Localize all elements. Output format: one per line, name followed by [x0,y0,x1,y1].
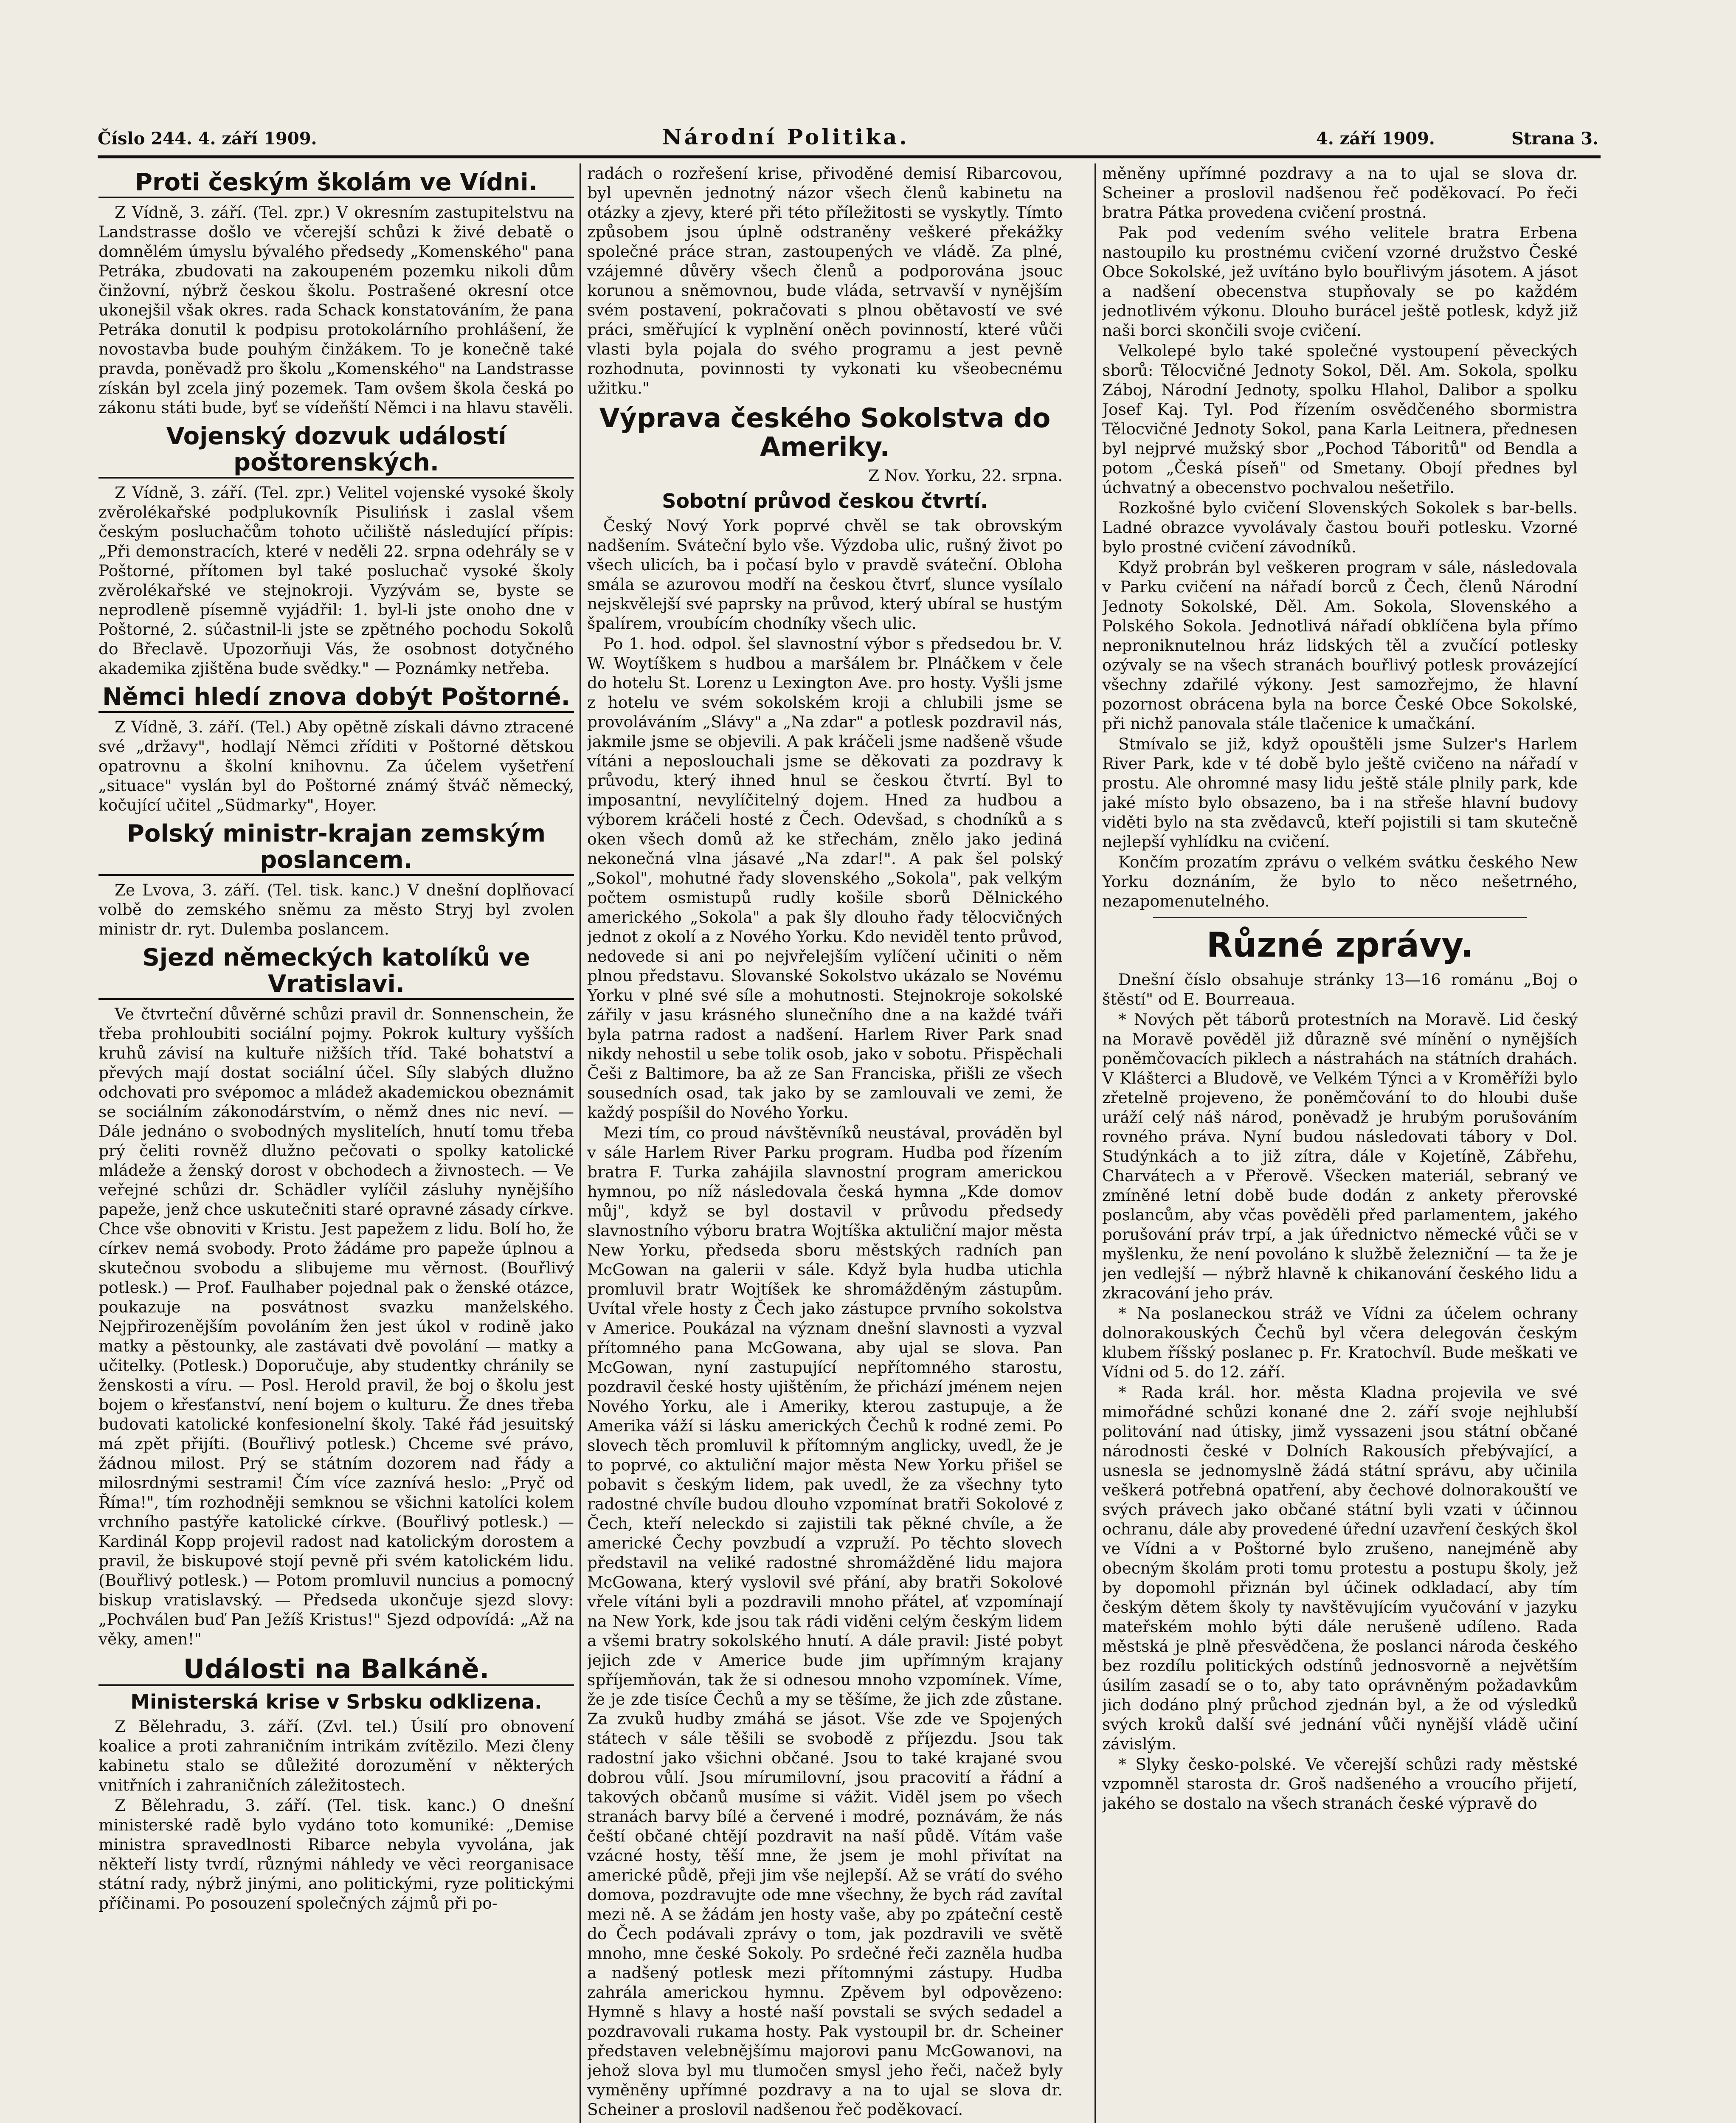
article-paragraph: Mezi tím, co proud návštěvníků neustával, prováděn byl v sále Harlem River Parku program. Hudba pod řízením bratra F. Turka zahájila slavnostní program americkou hymnou, po níž následovala česká hymna „Kde domov můj", když se byl dostavil v průvodu předsedy slavnostního výboru bratra Wojtíška aktuliční major města New Yorku, předseda sboru městských radních pan McGowan na galerii v sále. Když byla hudba utichla promluvil bratr Wojtíšek ke shromážděným zástupům. Uvítal vřele hosty z Čech jako zástupce prvního sokolstva v Americe. Poukázal na význam dnešní slavnosti a vyzval přítomného pana McGowana, aby ujal se slova. Pan McGowan, nyní zastupující nepřítomného starostu, pozdravil české hosty ujištěním, že přichází jménem nejen Nového Yorku, ale i Ameriky, kterou zastupuje, a že Amerika váží si lásku amerických Čechů k rodné zemi. Po slovech těch promluvil k přítomným anglicky, uvedl, že je to poprvé, co aktuliční major města New Yorku přišel se pobavit s českým lidem, pak uvedl, že za všechny tyto radostné chvíle budou dlouho vzpomínat bratři Sokolové z Čech, kteří neleckdo si zajistili tak pěkné chvíle, a že americké Čechy povzbudí a vzpruží. Po těchto slovech představil na veliké radostné shromážděné lidu majora McGowana, který vyslovil své přání, aby bratři Sokolové vřele vítáni byli a pozdravili mnoho přátel, ať vzpomínají na New York, kde jsou tak rádi viděni celým českým lidem a všemi bratry sokolského hnutí. A dále pravil: Jisté pobyt jejich zde v Americe bude jim upřímným krajany spříjemňován, tak že si odnesou mnoho vzpomínek. Víme, že je zde tisíce Čechů a my se těšíme, že jich zde zůstane. Za zvuků hudby zmáhá se jásot. Vše zde ve Spojených státech v sále těšili se svobodě z příjezdu. Jsou tak radostní jako všichni občané. Jsou to také krajané svou dobrou vůlí. Jsou mírumilovní, jsou pracovití a řádní a takových občanů musíme si vážit. Viděl jsem po všech stranách barvy bílé a červené i modré, poznávám, že nás čeští občané chtějí pozdravit na naší půdě. Vítám vaše vzácné hosty, těší mne, že jsem je mohl přivítat na americké půdě, přeji jim vše nejlepší. Až se vrátí do svého domova, pozdravujte ode mne všechny, že bych rád zavítal mezi ně. A se žádám jen hosty vaše, aby po zpáteční cestě do Čech podávali zprávy o tom, jak pozdravili ve světě mnoho, mne české Sokoly. Po srdečné řeči zazněla hudba a nadšený potlesk mezi přítomnými zástupy. Hudba zahrála americkou hymnu. Zpěvem byl odpovězeno: Hymně s hlavy a hosté naší povstali se svých sedadel a pozdravovali rukama hosty. Pak vystoupil br. dr. Scheiner představen velebnějšímu majorovi panu McGowanovi, na jehož slova byl mu tlumočen smysl jeho řeči, načež byly vyměněny upřímné pozdravy a na to ujal se slova dr. Scheiner a proslovil nadšenou řeč poděkovací. [587,1123,1063,2119]
header-date: 4. září 1909. [1316,129,1435,149]
section-title: Události na Balkáně. [98,1655,574,1686]
article-paragraph: Z Vídně, 3. září. (Tel. zpr.) Velitel vojenské vysoké školy zvěrolékařské podplukovník Pisulińsk i zaslal všem českým posluchačům tohoto učiliště následující přípis: „Při demonstracích, které v neděli 22. srpna odehrály se v Poštorné, přítomen byl také posluchač vysoké školy zvěrolékařské ve stejnokroji. Vyzývám se, byste se neprodleně písemně vyjádřil: 1. byl-li jste onoho dne v Poštorné, 2. súčastnil-li jste se zpětného pochodu Sokolů do Břeclavě. Upozorňuji Vás, že osobnost dotyčného akademika zjištěna bude svědky." — Poznámky netřeba. [98,483,574,678]
news-item: * Slyky česko-polské. Ve včerejší schůzi rady městské vzpomněl starosta dr. Groš nadšeného a vroucího přijetí, jakého se dostalo na všech stranách české výpravě do [1102,1755,1578,1813]
article-paragraph: Rozkošné bylo cvičení Slovenských Sokolek s bar-bells. Ladné obrazce vyvolávaly častou bouři potlesku. Vzorné bylo prostné cvičení závodníků. [1102,498,1578,556]
article-paragraph: radách o rozřešení krise, přivoděné demisí Ribarcovou, byl upevněn jednotný názor všech členů kabinetu na otázky a zjevy, které při této příležitosti se vyskytly. Tímto způsobem jsou úplně odstraněny veškeré překážky společné práce stran, zastoupených ve vládě. Za plné, vzájemné důvěry všech členů a podporována jsouc korunou a sněmovnou, bude vláda, setrvavší v nynějším svém postavení, pokračovati s plnou obětavostí ve své práci, směřující k vyplnění oněch povinností, které vůči vlasti byla pojala do svého programu a jest pevně rozhodnuta, povinnosti ty vykonati ku všeobecnému užitku." [587,164,1063,397]
article-paragraph: Pak pod vedením svého velitele bratra Erbena nastoupilo ku prostnému cvičení vzorné družstvo České Obce Sokolské, jež uvítáno bylo bouřlivým jásotem. A jásot a nadšení obecenstva stupňovaly se po každém jednotlivém výkonu. Dlouho burácel ještě potlesk, když již naši borci skončili svoje cvičení. [1102,223,1578,340]
article-title: Proti českým školám ve Vídni. [98,169,574,198]
article-paragraph: Z Vídně, 3. září. (Tel.) Aby opětně získali dávno ztracené své „državy", hodlají Němci zříditi v Poštorné dětskou opatrovnu a školní knihovnu. Za účelem vyšetření „situace" vyslán byl do Poštorné známý štváč německý, kočující učitel „Südmarky", Hoyer. [98,718,574,814]
news-item: * Na poslaneckou stráž ve Vídni za účelem ochrany dolnorakouských Čechů byl včera delegován českým klubem říšský poslanec p. Fr. Kratochvíl. Bude meškati ve Vídni od 5. do 12. září. [1102,1304,1578,1381]
issue-number: Číslo 244. 4. září 1909. [98,129,317,149]
article-paragraph: Z Bělehradu, 3. září. (Tel. tisk. kanc.) O dnešní ministerské radě bylo vydáno toto komuniké: „Demise ministra spravedlnosti Ribarce nebyla vyvolána, jak někteří listy tvrdí, různými náhledy ve věci reorganisace státní rady, nýbrž jinými, ano politickými, ryze politickými příčinami. Po posouzení společných zájmů při po- [98,1796,574,1912]
article-subtitle: Ministerská krise v Srbsku odklizena. [130,1690,542,1713]
news-item: * Rada král. hor. města Kladna projevila ve své mimořádné schůzi konané dne 2. září svoje nejhlubší politování nad útisky, jimž vyssazeni jsou státní občané národnosti české v Dolních Rakousích přebývající, a usnesla se jednomyslně žádá státní správu, aby učinila veškerá potřebná opatření, aby čechové dolnorakouští ve svých právech jako občané státní byli vzati v účinnou ochranu, dále aby provedené úřední uzavření českých škol ve Vídni a v Poštorné bylo zrušeno, nanejméně aby obecným školám proti tomu protestu a postupu školy, jež by dopomohl přiznán byl účinek odkladací, aby tím českým dětem školy ty navštěvujícím vyučování v jazyku mateřském mohlo býti dále nerušeně udíleno. Rada městská je plně přesvědčena, že poslanci národa českého bez rozdílu politických odstínů jednosvorně a největším úsilím zasadí se o to, aby tato oprávněným požadavkům jich dodáno plný průchod zjednán byl, a že od výsledků svých kroků další své jednání vůči nynější vládě učiní závislým. [1102,1383,1578,1753]
article-paragraph: Stmívalo se již, když opouštěli jsme Sulzer's Harlem River Park, kde v té době bylo ještě cvičeno na nářadí v prostu. Ale ohromné masy lidu ještě stále plnily park, kde jaké místo bylo obsazeno, ba i na střeše hlavní budovy viděti bylo na sta zvědavců, kteří pojistili si tam skutečně nejlepší vyhlídku na cvičení. [1102,735,1578,851]
masthead: Národní Politika. [662,124,909,149]
page-header [98,126,1601,158]
column-3 [1102,163,1578,2123]
article-title: Výprava českého Sokolstva do Ameriky. [599,403,1051,462]
article-paragraph: Z Bělehradu, 3. září. (Zvl. tel.) Úsilí pro obnovení koalice a proti zahraničním intrikám zvítězilo. Mezi členy kabinetu stalo se důležité dorozumění v některých vnitřních i zahraničních záležitostech. [98,1717,574,1794]
section-divider [1153,917,1527,918]
article-title: Němci hledí znova dobýt Poštorné. [98,684,574,713]
article-paragraph: Po 1. hod. odpol. šel slavnostní výbor s předsedou br. V. W. Woytíškem s hudbou a maršálem br. Plnáčkem v čele do hotelu St. Lorenz u Lexington Ave. pro hosty. Vyšli jsme z hotelu ve svém sokolském kroji a chlubili jsme se provoláváním „Slávy" a „Na zdar" a potlesk pozdravil nás, jakmile jsme se objevili. A pak kráčeli jsme nadšeně všude vítáni a neposlouchali jsme se děkovati za pozdravy k průvodu, který ihned hnul se českou čtvrtí. Byl to imposantní, nevylíčitelný dojem. Hned za hudbou a výborem kráčeli hosté z Čech. Odevšad, s chodníků a s oken všech domů až ke střechám, znělo jako jediná nekonečná vlna jásavé „Na zdar!". A pak šel polský „Sokol", mohutné řady slovenského „Sokola", pak velkým počtem osmistupů rudly košile sborů Dělnického amerického „Sokola" a pak šly dlouho řady tělocvičných jednot z okolí a z Nového Yorku. Kdo neviděl tento průvod, nedovede si ani po nejvřelejším vylíčení učiniti o něm plnou představu. Slovanské Sokolstvo ukázalo se Novému Yorku v plné své síle a mohutnosti. Stejnokroje sokolské zářily v jasu krásného slunečního dne a na každé tváři byla patrna radost a nadšení. Harlem River Park snad nikdy nehostil u sebe tolik osob, jako v sobotu. Přispěchali Češi z Baltimore, ba až ze San Franciska, přišli ze všech sousedních osad, tak jako by se zamlouvali ve zemi, že každý pospíšil do Nového Yorku. [587,634,1063,1122]
column-1 [98,163,574,2123]
column-divider [1094,163,1096,2123]
news-item: * Nových pět táborů protestních na Moravě. Lid český na Moravě pověděl již důrazně své mínění o nynějších poněmčovacích piklech a nástrahách na státních drahách. V Klášterci a Bludově, ve Velkém Týnci a v Kroměříži bylo zřetelně projeveno, že poněmčování to do hloubi duše uráží celý náš národ, poněvadž je hrubým porušováním rovného práva. Nyní budou následovati tábory v Dol. Studýnkách a to již zítra, dále v Kojetíně, Zábřehu, Charvátech a v Přerově. Všecken materiál, sebraný ve zmíněné letní době bude dodán z ankety přerovské poslancům, aby včas pověděli před parlamentem, jakého porušování práv trpí, a jak úřednictvo německé vůči se v myšlenku, že není povoláno k službě železniční — ta že je jen vedlejší — nýbrž hlavně k chikanování českého lidu a zkracování jeho práv. [1102,1010,1578,1302]
article-paragraph: Když probrán byl veškeren program v sále, následovala v Parku cvičení na nářadí borců z Čech, členů Národní Jednoty Sokolské, Děl. Am. Sokola, Slovenského a Polského Sokola. Jednotlivá nářadí obklíčena byla přímo neproniknutelnou hráz lidských těl a zvučící potlesky ozývaly se na všech stranách bouřlivý potlesk provázející všechny zdařilé výkony. Jest samozřejmo, že hlavní pozornost obrácena byla na borce České Obce Sokolské, při nichž panovala stále tlačenice k umačkání. [1102,558,1578,733]
article-paragraph: Dnešní číslo obsahuje stránky 13—16 románu „Boj o štěstí" od E. Bourreaua. [1102,970,1578,1008]
article-title: Polský ministr-krajan zemským poslancem. [98,821,574,876]
article-title: Vojenský dozvuk událostí poštorenských. [98,423,574,479]
article-paragraph: měněny upřímné pozdravy a na to ujal se slova dr. Scheiner a proslovil nadšenou řeč poděkovací. Po řeči bratra Pátka provedena cvičení prostná. [1102,164,1578,222]
section-title: Různé zprávy. [1206,925,1474,965]
article-title: Sjezd německých katolíků ve Vratislavi. [98,945,574,1000]
article-paragraph: Ze Lvova, 3. září. (Tel. tisk. kanc.) V dnešní doplňovací volbě do zemského sněmu za město Stryj byl zvolen ministr dr. ryt. Dulemba poslancem. [98,881,574,938]
article-paragraph: Ve čtvrteční důvěrné schůzi pravil dr. Sonnenschein, že třeba prohloubiti sociální pojmy. Pokrok kultury vyšších kruhů závisí na kultuře nižších tříd. Také bohatství a převých mají dostat sociální účel. Síly slabých dlužno odchovati pro svépomoc a mládež akademickou obeznámit se sociálním zákonodárstvím, o němž dnes nic neví. — Dále jednáno o svobodných myslitelích, hnutí tomu třeba prý čeliti rovněž dlužno pečovati o spolky katolické mládeže a ženský dorost v obchodech a živnostech. — Ve veřejné schůzi dr. Schädler vylíčil zásluhy nynějšího papeže, jenž chce uskutečniti staré opravné zásady církve. Chce vše obnoviti v Kristu. Jest papežem z lidu. Bolí ho, že církev nemá svobody. Proto žádáme pro papeže úplnou a skutečnou svobodu a slibujeme mu věrnost. (Bouřlivý potlesk.) — Prof. Faulhaber pojednal pak o ženské otázce, poukazuje na posvátnost svazku manželského. Nejpřirozenějším povoláním žen jest úkol v rodině jako matky a pěstounky, ale zastávati dvě povolání — matky a učitelky. (Potlesk.) Doporučuje, aby studentky chránily se ženskosti a víru. — Posl. Herold pravil, že boj o školu jest bojem o křesťanství, není bojem o kulturu. Že dnes třeba budovati katolické konfesionelní školy. Také řád jesuitský má zpět přijíti. (Bouřlivý potlesk.) Chceme své právo, žádnou milost. Prý se státním dozorem nad řády a milosrdnými sestrami! Čím více zaznívá heslo: „Pryč od Říma!", tím rozhodněji semknou se všichni katolíci kolem vrchního pastýře katolické církve. (Bouřlivý potlesk.) — Kardinál Kopp projevil radost nad katolickým dorostem a pravil, že biskupové stojí pevně při svém katolickém lidu. (Bouřlivý potlesk.) — Potom promluvil nuncius a pomocný biskup vratislavský. — Předseda ukončuje sjezd slovy: „Pochválen buď Pan Ježíš Kristus!" Sjezd odpovídá: „Až na věky, amen!" [98,1005,574,1648]
article-paragraph: Velkolepé bylo také společné vystoupení pěveckých sborů: Tělocvičné Jednoty Sokol, Děl. Am. Sokola, spolku Záboj, Národní Jednoty, spolku Hlahol, Dalibor a spolku Josef Kaj. Tyl. Pod řízením osvědčeného sbormistra Tělocvičné Jednoty Sokol, pana Karla Leitnera, přednesen byl nejprvé mužský sbor „Pochod Táboritů" od Bendla a potom „Česká píseň" od Smetany. Obojí přednes byl úchvatný a obecenstvo pochvalou nešetřilo. [1102,341,1578,497]
article-dateline: Z Nov. Yorku, 22. srpna. [868,466,1063,485]
article-paragraph: Z Vídně, 3. září. (Tel. zpr.) V okresním zastupitelstvu na Landstrasse došlo ve včerejší schůzi k živé debatě o domnělém úmyslu bývalého předsedy „Komenského" pana Petráka, zbudovati na zakoupeném pozemku nikoli dům činžovní, nýbrž českou školu. Postrašené okresní otce ukonejšil však okres. rada Schack konstatováním, že pana Petráka donutil k podpisu protokolárního prohlášení, že novostavba bude pouhým činžákem. To je konečně také pravda, poněvadž pro školu „Komenského" na Landstrasse získán byl zcela jiný pozemek. Tam ovšem škola česká po zákonu státi bude, byť se vídeňští Němci i na hlavu stavěli. [98,203,574,417]
article-paragraph: Český Nový York poprvé chvěl se tak obrovským nadšením. Sváteční bylo vše. Výzdoba ulic, rušný život po všech ulicích, ba i počasí bylo v pravdě sváteční. Obloha smála se azurovou modří na českou čtvrť, slunce vysílalo nejskvělejší své paprsky na průvod, který ubíral se hustým špalírem, vroubícím chodníky všech ulic. [587,516,1063,633]
page-number: Strana 3. [1511,129,1599,149]
article-paragraph: Končím prozatím zprávu o velkém svátku českého New Yorku doznáním, že bylo to něco nešetrného, nezapomenutelného. [1102,853,1578,910]
column-divider [580,163,581,2123]
article-subtitle: Sobotní průvod českou čtvrtí. [662,490,988,512]
column-2 [587,163,1063,2123]
